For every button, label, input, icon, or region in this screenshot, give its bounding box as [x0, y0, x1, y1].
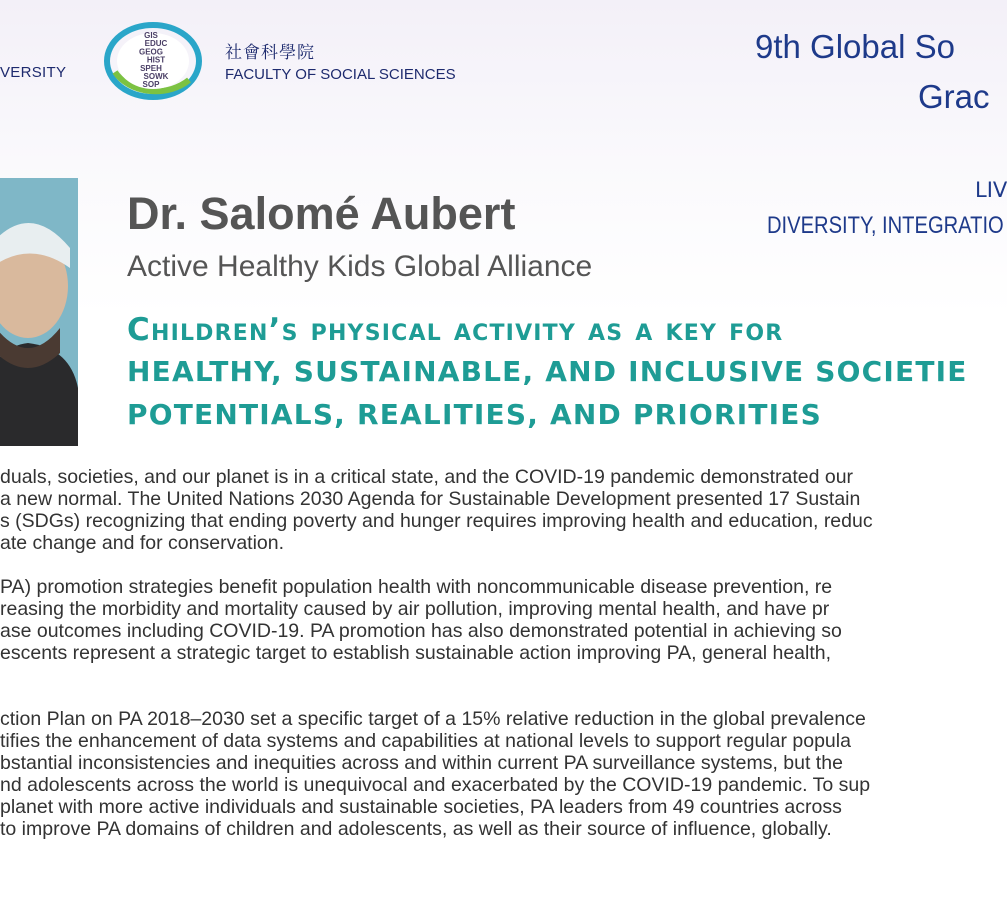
speaker-name: Dr. Salomé Aubert — [127, 188, 516, 239]
speaker-organization: Active Healthy Kids Global Alliance — [127, 250, 593, 283]
abstract-line: bstantial inconsistencies and inequities across and within current PA surveillance systems, but the — [0, 752, 843, 774]
abstract-line: tifies the enhancement of data systems and capabilities at national levels to support regular popula — [0, 730, 851, 752]
abstract-line: planet with more active individuals and sustainable societies, PA leaders from 49 countries across — [0, 796, 842, 818]
conference-title-line1: 9th Global So — [755, 28, 955, 65]
faculty-logo-word: SPEH — [140, 63, 162, 73]
faculty-name-english: FACULTY OF SOCIAL SCIENCES — [225, 66, 456, 83]
talk-title-line1: Children’s physical activity as a key for — [127, 312, 784, 348]
theme-line2: DIVERSITY, INTEGRATIO — [767, 212, 1004, 239]
abstract-line: a new normal. The United Nations 2030 Agenda for Sustainable Development presented 17 Sustain — [0, 488, 861, 510]
faculty-logo-word: GIS — [144, 31, 158, 40]
abstract-line: ate change and for conservation. — [0, 532, 285, 554]
abstract-line: s (SDGs) recognizing that ending poverty and hunger requires improving health and education, reduc — [0, 510, 873, 532]
university-name: VERSITY — [0, 64, 67, 81]
abstract-line: PA) promotion strategies benefit population health with noncommunicable disease prevention, re — [0, 576, 833, 598]
faculty-logo-word: HIST — [146, 55, 166, 65]
faculty-logo-word: SOWK — [143, 72, 169, 81]
theme-line1: LIV — [975, 178, 1007, 202]
faculty-name-chinese: 社會科學院 — [225, 43, 315, 62]
faculty-logo-word: EDUC — [144, 39, 168, 49]
abstract-line: ction Plan on PA 2018–2030 set a specific target of a 15% relative reduction in the global prevalence — [0, 708, 866, 730]
abstract-line: duals, societies, and our planet is in a critical state, and the COVID-19 pandemic demonstrated our — [0, 466, 854, 488]
abstract-line: escents represent a strategic target to establish sustainable action improving PA, general health, — [0, 642, 832, 664]
abstract-line: nd adolescents across the world is unequivocal and exacerbated by the COVID-19 pandemic. To sup — [0, 774, 871, 796]
abstract-line: to improve PA domains of children and adolescents, as well as their source of influence, globally. — [0, 818, 832, 840]
talk-title-line2: HEALTHY, SUSTAINABLE, AND INCLUSIVE SOCIETIE — [127, 355, 968, 388]
speaker-photo — [0, 178, 78, 446]
conference-title-line2: Grac — [918, 78, 990, 115]
faculty-logo-word: GEOG — [138, 47, 164, 57]
abstract-line: reasing the morbidity and mortality caused by air pollution, improving mental health, and have pr — [0, 598, 830, 620]
faculty-logo-word: SOP — [142, 80, 160, 90]
faculty-logo — [103, 22, 203, 100]
abstract-line: ase outcomes including COVID-19. PA promotion has also demonstrated potential in achieving so — [0, 620, 842, 642]
talk-title-line3: POTENTIALS, REALITIES, AND PRIORITIES — [127, 398, 822, 431]
